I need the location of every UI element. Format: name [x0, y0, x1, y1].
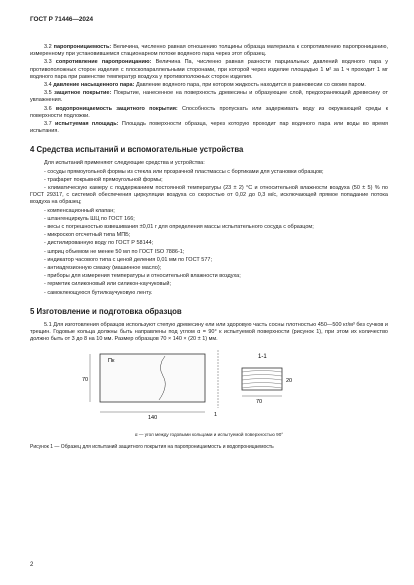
terms-list	[30, 44, 388, 135]
term-definition: Покрытие, нанесенное на поверхность древесины и образующее слой, предохраняющий древесину от увлажнения.	[30, 90, 388, 104]
term-title: защитное покрытие:	[54, 90, 112, 97]
equipment-item: - самоклеющуюся бутилкаучуковую ленту.	[44, 289, 153, 296]
dim-140: 140	[148, 414, 158, 421]
term-title: паропроницаемость:	[53, 44, 112, 50]
term-number: 3.2	[44, 44, 52, 50]
dim-70-section: 70	[256, 398, 263, 405]
term-3-3	[30, 59, 388, 81]
term-number: 3.4	[44, 82, 52, 89]
term-definition: Площадь поверхности образца, через которую проходит пар водяного пара или воды во время испытания.	[30, 121, 388, 135]
equipment-item: - трафарет покрывной прямоугольной формы;	[44, 176, 163, 183]
dim-20: 20	[286, 377, 293, 384]
equipment-item: - климатическую камеру с поддержанием постоянной температуры (23 ± 2) °С и относительной влажности воздуха (50 ± 5) % по ГОСТ 29317, с системой обеспечения циркуляции воздуха со скоростью от 0,02 до 0,3 м/с, исключающей прямое попадание потока воздуха на образец;	[30, 185, 388, 206]
figure-1	[30, 348, 388, 448]
term-title: давление насыщенного пара:	[53, 82, 135, 89]
equipment-item: - сосуды прямоугольной формы из стекла или прозрачной пластмассы с бортиками для установки образцов;	[44, 168, 324, 175]
term-number: 3.5	[44, 90, 52, 97]
figure-legend: α — угол между годовыми кольцами и испытуемой поверхностью 90°	[134, 431, 284, 437]
section-4-intro: Для испытаний применяют следующие средства и устройства:	[44, 160, 205, 167]
term-3-2	[30, 44, 388, 58]
term-definition: Величина, численно равная отношению толщины образца материала к сопротивлению паропроницанию, измеренному при установившемся стационарном потоке водяного пара через этот образец.	[30, 44, 389, 58]
equipment-item: - антиадгезионную смазку (машинное масло);	[44, 265, 162, 272]
term-number: 3.7	[44, 121, 52, 128]
label-pk: Пк	[108, 357, 115, 364]
term-definition: Давление водяного пара, при котором жидкость находится в равновесии со своим паром.	[135, 82, 366, 89]
document-body	[30, 44, 388, 448]
equipment-list	[30, 169, 388, 297]
term-definition: Величина Па, численно равная разности парциальных давлений водяного пара у противоположных сторон изделия с плоскопараллельными сторонами, при которой через изделие площадью 1 м² за 1 ч проходит 1 мг водяного пара при равенстве температур воздуха у противоположных сторон изделия.	[30, 59, 389, 80]
section-5-text: 5.1 Для изготовления образцов используют степую древесину ели или здоровую часть сосны плотностью 450—500 кг/м³ без сучков и трещин. Годовые кольца должны быть направлены под углом α = 90° к испытуемой поверхности (рисунок 1), при этом их количество должно быть от 3 до 8 на 10 мм. Размер образцов 70 × 140 × (20 ± 1) мм.	[30, 321, 388, 343]
term-number: 3.6	[44, 105, 52, 112]
term-definition: Способность пропускать или задерживать воду из окружающей среды к поверхности подложки.	[30, 105, 388, 119]
equipment-item: - герметик силиконовый или силикон-каучуковый;	[44, 281, 172, 288]
equipment-item: - компенсационный клапан;	[44, 207, 115, 214]
specimen-rect	[100, 354, 205, 402]
term-3-5	[30, 90, 388, 104]
equipment-item: - шприц объемом не менее 50 мл по ГОСТ ISO 7886-1;	[44, 248, 185, 255]
equipment-item: - весы с погрешностью взвешивания ±0,01 г для определения массы испытательного сосуда с образцом;	[44, 224, 314, 231]
term-3-4	[30, 82, 388, 89]
term-3-6	[30, 106, 388, 120]
section-4-title: 4 Средства испытаний и вспомогательные устройства	[30, 145, 244, 155]
figure-caption: Рисунок 1 — Образец для испытаний защитного покрытия на паропроницаемость и водопроницаемость	[30, 443, 274, 450]
term-number: 3.3	[44, 59, 52, 66]
term-title: сопротивление паропроницанию:	[55, 59, 152, 66]
section-5-title: 5 Изготовление и подготовка образцов	[30, 306, 182, 316]
section-label: 1-1	[258, 353, 267, 360]
page-number: 2	[30, 562, 34, 568]
term-title: водопроницаемость защитного покрытия:	[55, 105, 178, 112]
dim-1: 1	[214, 411, 218, 418]
equipment-item: - приборы для измерения температуры и относительной влажности воздуха;	[44, 273, 241, 280]
equipment-item: - штангенциркуль ШЦ по ГОСТ 166;	[44, 215, 135, 222]
equipment-item: - микроскоп отсчетный типа МПБ;	[44, 232, 131, 239]
equipment-item: - дистилированную воду по ГОСТ Р 58144;	[44, 240, 154, 247]
term-3-7	[30, 121, 388, 135]
term-title: испытуемая площадь:	[55, 121, 119, 128]
specimen-drawing	[30, 348, 388, 428]
equipment-item: - индикатор часового типа с ценой деления 0,01 мм по ГОСТ 577;	[44, 256, 212, 263]
standard-header: ГОСТ Р 71446—2024	[30, 16, 94, 23]
dim-70: 70	[82, 376, 89, 383]
